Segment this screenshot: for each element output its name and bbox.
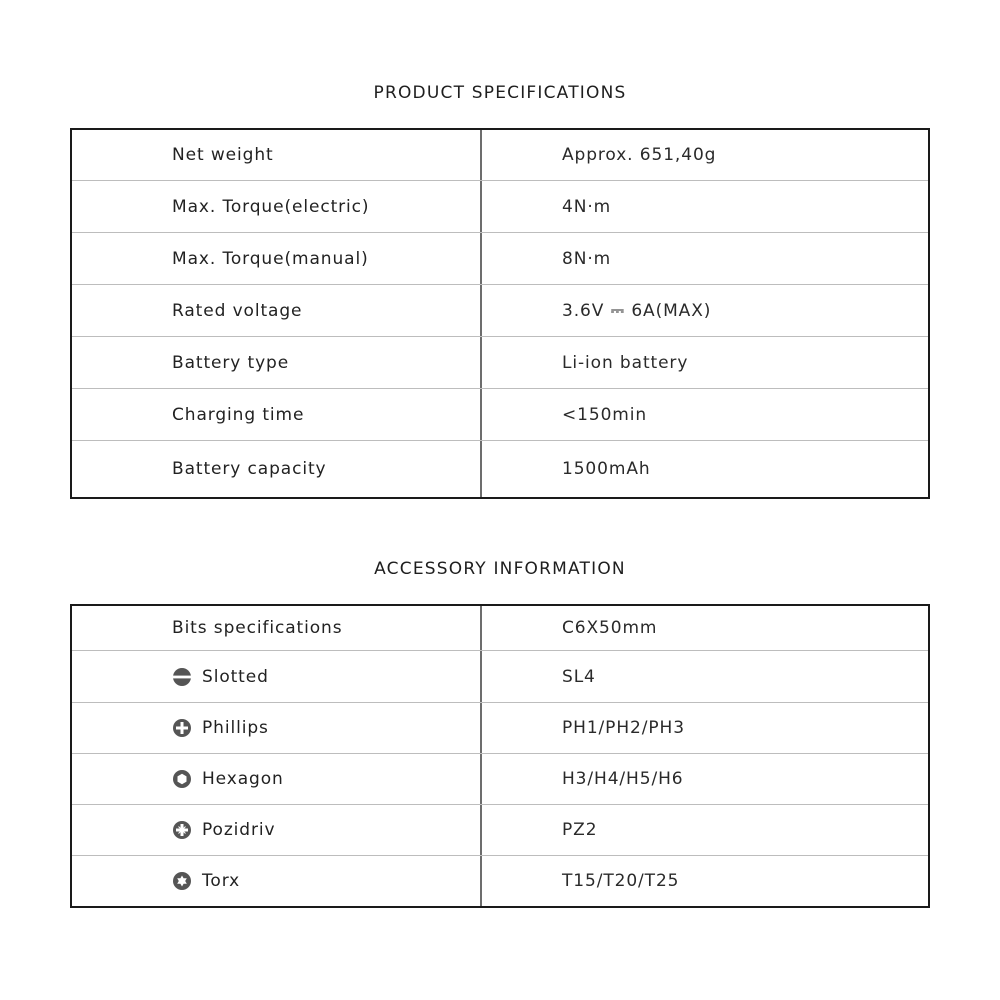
phillips-icon	[172, 718, 192, 738]
spec-label: Battery type	[72, 337, 482, 388]
spec-value: 1500mAh	[562, 459, 651, 479]
accessory-value: T15/T20/T25	[562, 871, 680, 891]
accessory-label: Hexagon	[202, 769, 284, 789]
pozidriv-icon	[172, 820, 192, 840]
spec-label: Max. Torque(manual)	[72, 233, 482, 284]
hexagon-icon	[172, 769, 192, 789]
accessory-label: Bits specifications	[72, 606, 482, 650]
table-row-hexagon	[72, 753, 928, 804]
table-row-battery-type	[72, 336, 928, 388]
spec-value: 3.6V ⎓ 6A(MAX)	[562, 300, 712, 321]
table-row-phillips	[72, 702, 928, 753]
table-row-slotted	[72, 650, 928, 702]
spec-label: Charging time	[72, 389, 482, 440]
table-row-net-weight	[72, 130, 928, 180]
spec-label: Net weight	[72, 130, 482, 180]
table-row-torx	[72, 855, 928, 906]
spec-value: <150min	[562, 404, 648, 425]
product-specifications-title: PRODUCT SPECIFICATIONS	[373, 83, 627, 103]
specifications-table	[70, 128, 930, 499]
table-row-charging-time	[72, 388, 928, 440]
accessory-information-title: ACCESSORY INFORMATION	[374, 559, 626, 579]
table-row-max-torque-manual	[72, 232, 928, 284]
table-row-pozidriv	[72, 804, 928, 855]
spec-label: Max. Torque(electric)	[72, 181, 482, 232]
spec-value: Li-ion battery	[562, 352, 689, 373]
table-row-max-torque-electric	[72, 180, 928, 232]
slotted-icon	[172, 667, 192, 687]
spec-value: 4N·m	[562, 196, 612, 217]
spec-value: Approx. 651,40g	[562, 145, 717, 165]
spec-value: 8N·m	[562, 248, 612, 269]
table-row-rated-voltage	[72, 284, 928, 336]
accessory-table	[70, 604, 930, 908]
table-row-battery-capacity	[72, 440, 928, 497]
accessory-value: PZ2	[562, 820, 598, 840]
spec-label: Battery capacity	[72, 441, 482, 497]
spec-label: Rated voltage	[72, 285, 482, 336]
accessory-label: Slotted	[202, 666, 269, 687]
accessory-value: H3/H4/H5/H6	[562, 769, 684, 789]
accessory-label: Pozidriv	[202, 820, 276, 840]
table-row-bits-specifications	[72, 606, 928, 650]
torx-icon	[172, 871, 192, 891]
accessory-value: PH1/PH2/PH3	[562, 718, 685, 738]
accessory-value: SL4	[562, 666, 596, 687]
accessory-label: Phillips	[202, 718, 269, 738]
accessory-label: Torx	[202, 871, 241, 891]
accessory-value: C6X50mm	[562, 618, 658, 638]
